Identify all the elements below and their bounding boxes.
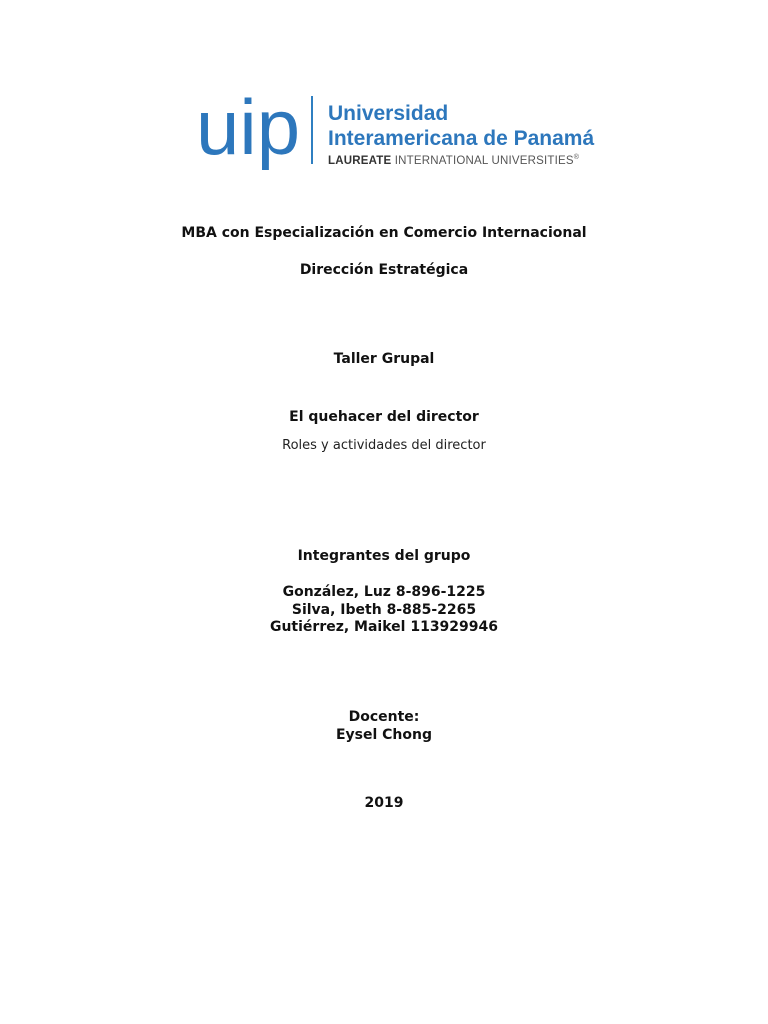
member-line: González, Luz 8-896-1225 [282, 584, 486, 600]
assignment-type: Taller Grupal [333, 351, 435, 367]
university-name-line2: Interamericana de Panamá [328, 127, 595, 150]
university-name-line1: Universidad [328, 102, 449, 125]
university-logo [196, 92, 596, 178]
year: 2019 [364, 795, 404, 811]
uip-logo-letters: uip [196, 92, 301, 171]
registered-mark: ® [573, 154, 580, 161]
tagline-rest: INTERNATIONAL UNIVERSITIES [391, 154, 574, 167]
logo-divider [311, 96, 313, 164]
document-subtitle: Roles y actividades del director [282, 438, 486, 453]
laureate-word: LAUREATE [328, 154, 392, 167]
member-line: Silva, Ibeth 8-885-2265 [291, 602, 477, 618]
member-line: Gutiérrez, Maikel 113929946 [269, 619, 499, 635]
course-title: Dirección Estratégica [299, 262, 469, 278]
teacher-name: Eysel Chong [335, 727, 433, 743]
document-title: El quehacer del director [289, 409, 479, 425]
laureate-tagline [328, 154, 579, 167]
program-title: MBA con Especialización en Comercio Internacional [181, 225, 587, 241]
uip-logo-mark [196, 92, 308, 178]
teacher-label: Docente: [348, 709, 420, 725]
members-heading: Integrantes del grupo [297, 548, 471, 564]
